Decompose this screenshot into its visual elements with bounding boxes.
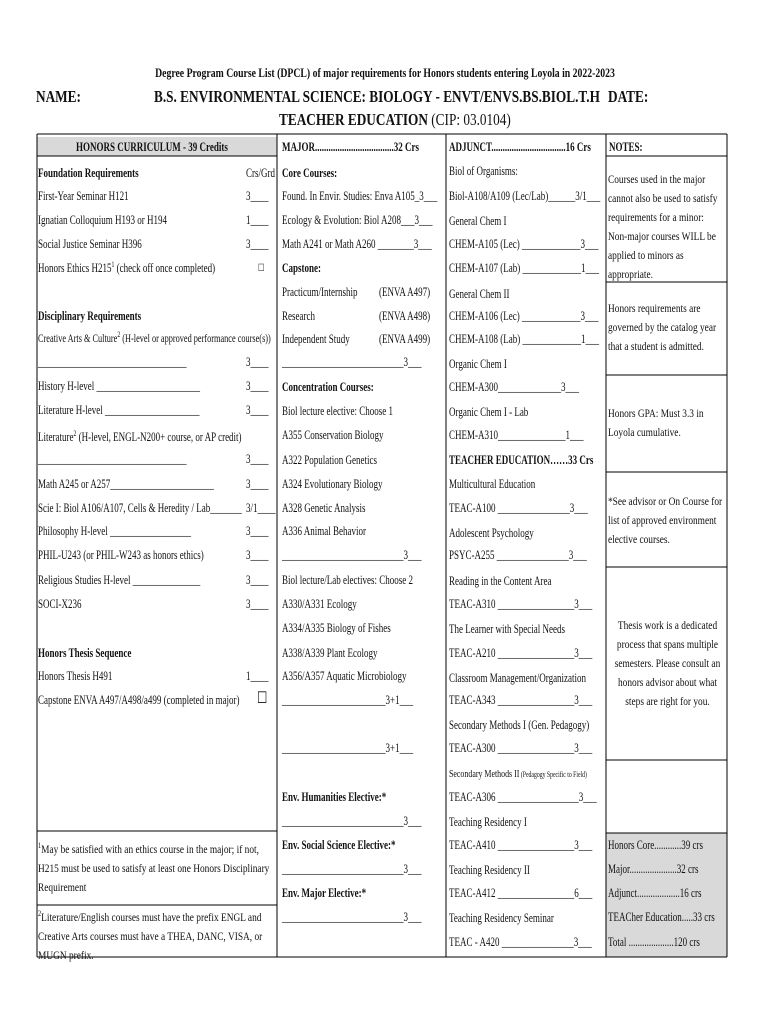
- literature-note: (H-level, ENGL-N200+ course, or AP credit): [76, 430, 242, 444]
- honors-row-label: Math A245 or A257_______________________: [38, 477, 214, 491]
- teacher-row[interactable]: TEAC-A412 _________________6___: [449, 886, 593, 900]
- honors-row-credit[interactable]: 3____: [246, 573, 269, 587]
- concentration-row: A336 Animal Behavior: [282, 524, 366, 538]
- honors-row-credit[interactable]: 1____: [246, 213, 269, 227]
- honors-row-credit[interactable]: 3____: [246, 597, 269, 611]
- teacher-row[interactable]: TEAC-A310 _________________3___: [449, 597, 593, 611]
- humanities-elective-label: Env. Humanities Elective:*: [282, 790, 387, 804]
- capstone-checkbox[interactable]: ☐: [257, 690, 268, 707]
- adjunct-row[interactable]: CHEM-A107 (Lab) _____________1___: [449, 261, 599, 275]
- note-advisor: *See advisor or On Course for list of approved environment elective courses.: [608, 494, 723, 546]
- teacher-row: The Learner with Special Needs: [449, 622, 565, 636]
- total-row: Major.....................32 crs: [608, 862, 699, 876]
- honors-row-credit[interactable]: 3____: [246, 189, 269, 203]
- teacher-row[interactable]: TEAC-A100 ________________3___: [449, 501, 588, 515]
- honors-row-label: SOCI-X236: [38, 597, 82, 611]
- secondary-methods-2-label: Secondary Methods II: [449, 768, 520, 780]
- major-elective-label: Env. Major Elective:*: [282, 886, 367, 900]
- literature-row: [38, 430, 242, 444]
- lab-electives-heading: Biol lecture/Lab electives: Choose 2: [282, 573, 413, 587]
- humanities-elective-blank[interactable]: ___________________________3___: [282, 814, 422, 828]
- adjunct-row[interactable]: CHEM-A106 (Lec) _____________3___: [449, 309, 599, 323]
- teacher-row[interactable]: TEAC - A420 ________________3___: [449, 935, 592, 949]
- footnote-marker: 2: [73, 428, 77, 438]
- teacher-row: Classroom Management/Organization: [449, 671, 587, 685]
- adjunct-row: Biol of Organisms:: [449, 164, 518, 178]
- note-thesis: Thesis work is a dedicated process that spans multiple semesters. Please consult an honors advisor about what steps are right for you.: [614, 618, 721, 708]
- honors-row-label: Capstone ENVA A497/A498/a499 (completed in major): [38, 693, 240, 707]
- social-science-elective-blank[interactable]: ___________________________3___: [282, 862, 422, 876]
- capstone-option-code: (ENVA A497): [379, 285, 431, 299]
- major-elective-blank[interactable]: ___________________________3___: [282, 910, 422, 924]
- teacher-row[interactable]: TEAC-A210 _________________3___: [449, 646, 593, 660]
- honors-row-label: Scie I: Biol A106/A107, Cells & Heredity / Lab_______: [38, 501, 242, 515]
- adjunct-row: General Chem II: [449, 287, 510, 301]
- adjunct-row: General Chem I: [449, 214, 507, 228]
- note-minor-rule: Courses used in the major cannot also be used to satisfy requirements for a minor: Non-major courses WILL be applied to minors as appropriate.: [608, 172, 718, 281]
- literature-blank[interactable]: _________________________________: [38, 452, 187, 466]
- core-courses-heading: Core Courses:: [282, 166, 338, 180]
- total-row: Honors Core............39 crs: [608, 838, 703, 852]
- major-row[interactable]: Found. In Envir. Studies: Enva A105_3___: [282, 189, 438, 203]
- literature-label: Literature: [38, 430, 74, 444]
- notes-heading: NOTES:: [609, 140, 643, 154]
- footnote-1: [38, 840, 272, 897]
- major-row[interactable]: Ecology & Evolution: Biol A208___3___: [282, 213, 433, 227]
- teacher-row: Multicultural Education: [449, 477, 536, 491]
- honors-row-credit[interactable]: 3____: [246, 524, 269, 538]
- adjunct-row: Organic Chem I: [449, 357, 507, 371]
- concentration-row: A355 Conservation Biology: [282, 428, 384, 442]
- teacher-row: Teaching Residency II: [449, 863, 530, 877]
- concentration-row: A328 Genetic Analysis: [282, 501, 366, 515]
- honors-row-credit[interactable]: 3____: [246, 237, 269, 251]
- creative-arts-row: [38, 332, 271, 346]
- concentration-row: A324 Evolutionary Biology: [282, 477, 383, 491]
- teacher-row[interactable]: TEAC-A306 __________________3___: [449, 790, 597, 804]
- capstone-blank[interactable]: ___________________________3___: [282, 355, 422, 369]
- teacher-row[interactable]: TEAC-A343 _________________3___: [449, 693, 593, 707]
- honors-ethics-row: [38, 261, 215, 275]
- honors-row-credit[interactable]: 3____: [246, 379, 269, 393]
- note-catalog-year: Honors requirements are governed by the catalog year that a student is admitted.: [608, 301, 717, 353]
- honors-row-credit[interactable]: 3____: [246, 548, 269, 562]
- footnote-1-text: May be satisfied with an ethics course in the major; if not, H215 must be used to satisfy at least one Honors Disciplinary Requirement: [38, 842, 270, 894]
- adjunct-row[interactable]: CHEM-A105 (Lec) _____________3___: [449, 237, 599, 251]
- honors-row-credit[interactable]: 3____: [246, 355, 269, 369]
- concentration-blank[interactable]: ___________________________3___: [282, 548, 422, 562]
- honors-row-credit[interactable]: 3____: [246, 403, 269, 417]
- teacher-row: Adolescent Psychology: [449, 526, 534, 540]
- capstone-option: Research: [282, 309, 315, 323]
- concentration-heading: Concentration Courses:: [282, 380, 374, 394]
- teacher-education-heading: TEACHER EDUCATION……33 Crs: [449, 453, 594, 467]
- honors-row-label: Literature H-level _____________________: [38, 403, 200, 417]
- total-row: Total ....................120 crs: [608, 935, 700, 949]
- lab-elective-blank[interactable]: _______________________3+1___: [282, 741, 414, 755]
- cip-code: (CIP: 03.0104): [431, 110, 511, 129]
- capstone-option: Practicum/Internship: [282, 285, 358, 299]
- footnote-marker: 1: [111, 259, 115, 269]
- teacher-row: Teaching Residency Seminar: [449, 911, 554, 925]
- honors-row-label: First-Year Seminar H121: [38, 189, 129, 203]
- adjunct-row[interactable]: Biol-A108/A109 (Lec/Lab)______3/1___: [449, 189, 601, 203]
- honors-row-label: Philosophy H-level __________________: [38, 524, 191, 538]
- creative-arts-note: (H-level or approved performance course(s)): [120, 333, 271, 345]
- honors-row-credit[interactable]: 3____: [246, 477, 269, 491]
- capstone-option: Independent Study: [282, 332, 350, 346]
- major-row[interactable]: Math A241 or Math A260 ________3___: [282, 237, 432, 251]
- total-row: TEACher Education.....33 crs: [608, 910, 715, 924]
- disciplinary-heading: Disciplinary Requirements: [38, 309, 142, 323]
- creative-arts-blank[interactable]: _________________________________: [38, 355, 187, 369]
- honors-heading: HONORS CURRICULUM - 39 Credits: [76, 140, 228, 154]
- major-heading: MAJOR...................................32 Crs: [282, 140, 419, 154]
- honors-row-label: Social Justice Seminar H396: [38, 237, 142, 251]
- honors-row-label: Ignatian Colloquium H193 or H194: [38, 213, 167, 227]
- adjunct-row[interactable]: CHEM-A310_______________1___: [449, 428, 584, 442]
- lab-elective-row: A334/A335 Biology of Fishes: [282, 621, 391, 635]
- program-title: B.S. ENVIRONMENTAL SCIENCE: BIOLOGY - ENVT/ENVS.BS.BIOL.T.H: [154, 87, 600, 106]
- honors-row-label: PHIL-U243 (or PHIL-W243 as honors ethics): [38, 548, 204, 562]
- honors-ethics-label: Honors Ethics H215: [38, 261, 112, 275]
- lab-elective-blank[interactable]: _______________________3+1___: [282, 693, 414, 707]
- teacher-row: Teaching Residency I: [449, 815, 527, 829]
- honors-row-label: Religious Studies H-level _______________: [38, 573, 201, 587]
- note-honors-gpa: Honors GPA: Must 3.3 in Loyola cumulative.: [608, 406, 704, 439]
- adjunct-row: Organic Chem I - Lab: [449, 405, 529, 419]
- creative-arts-label: Creative Arts & Culture: [38, 333, 118, 345]
- document-title: Degree Program Course List (DPCL) of major requirements for Honors students entering Loyola in 2022-2023: [155, 66, 615, 80]
- lab-elective-row: A356/A357 Aquatic Microbiology: [282, 669, 407, 683]
- adjunct-row[interactable]: CHEM-A300______________3___: [449, 380, 580, 394]
- teacher-row[interactable]: TEAC-A300 _________________3___: [449, 741, 593, 755]
- foundation-heading: Foundation Requirements: [38, 166, 139, 180]
- honors-row-label: History H-level _______________________: [38, 379, 200, 393]
- honors-row-credit[interactable]: 1____: [246, 669, 269, 683]
- secondary-methods-2-note: (Pedagogy Specific to Field): [519, 770, 587, 779]
- capstone-option-code: (ENVA A498): [379, 309, 431, 323]
- capstone-option-code: (ENVA A499): [379, 332, 431, 346]
- footnote-2-text: Literature/English courses must have the prefix ENGL and Creative Arts courses must have a THEA, DANC, VISA, or MUGN prefix.: [38, 910, 263, 962]
- crs-grd-label: Crs/Grd: [246, 166, 276, 180]
- adjunct-row[interactable]: CHEM-A108 (Lab) _____________1___: [449, 332, 599, 346]
- footnote-2: [38, 908, 276, 965]
- honors-row-label: Honors Thesis H491: [38, 669, 113, 683]
- teacher-row: Secondary Methods I (Gen. Pedagogy): [449, 718, 590, 732]
- social-science-elective-label: Env. Social Science Elective:*: [282, 838, 396, 852]
- concentration-row: Biol lecture elective: Choose 1: [282, 404, 393, 418]
- footnote-marker: 2: [117, 330, 121, 340]
- ethics-checkbox[interactable]: ☐: [258, 263, 265, 274]
- honors-row-credit[interactable]: 3/1____: [246, 501, 276, 515]
- footnote-marker: 2: [38, 909, 42, 918]
- teacher-row[interactable]: PSYC-A255 ________________3___: [449, 548, 587, 562]
- adjunct-heading: ADJUNCT.................................16 Crs: [449, 140, 591, 154]
- secondary-methods-2-row: [449, 767, 587, 782]
- honors-ethics-note: (check off once completed): [114, 261, 216, 275]
- lab-elective-row: A330/A331 Ecology: [282, 597, 357, 611]
- name-label: NAME:: [36, 87, 81, 106]
- honors-row-credit[interactable]: 3____: [246, 452, 269, 466]
- teacher-row[interactable]: TEAC-A410 _________________3___: [449, 838, 593, 852]
- date-label: DATE:: [608, 87, 649, 106]
- capstone-heading: Capstone:: [282, 261, 322, 275]
- teacher-row: Reading in the Content Area: [449, 574, 552, 588]
- teacher-education-label: TEACHER EDUCATION: [279, 110, 428, 129]
- lab-elective-row: A338/A339 Plant Ecology: [282, 646, 378, 660]
- total-row: Adjunct...................16 crs: [608, 886, 702, 900]
- footnote-marker: 1: [38, 841, 42, 850]
- concentration-row: A322 Population Genetics: [282, 453, 377, 467]
- thesis-heading: Honors Thesis Sequence: [38, 646, 132, 660]
